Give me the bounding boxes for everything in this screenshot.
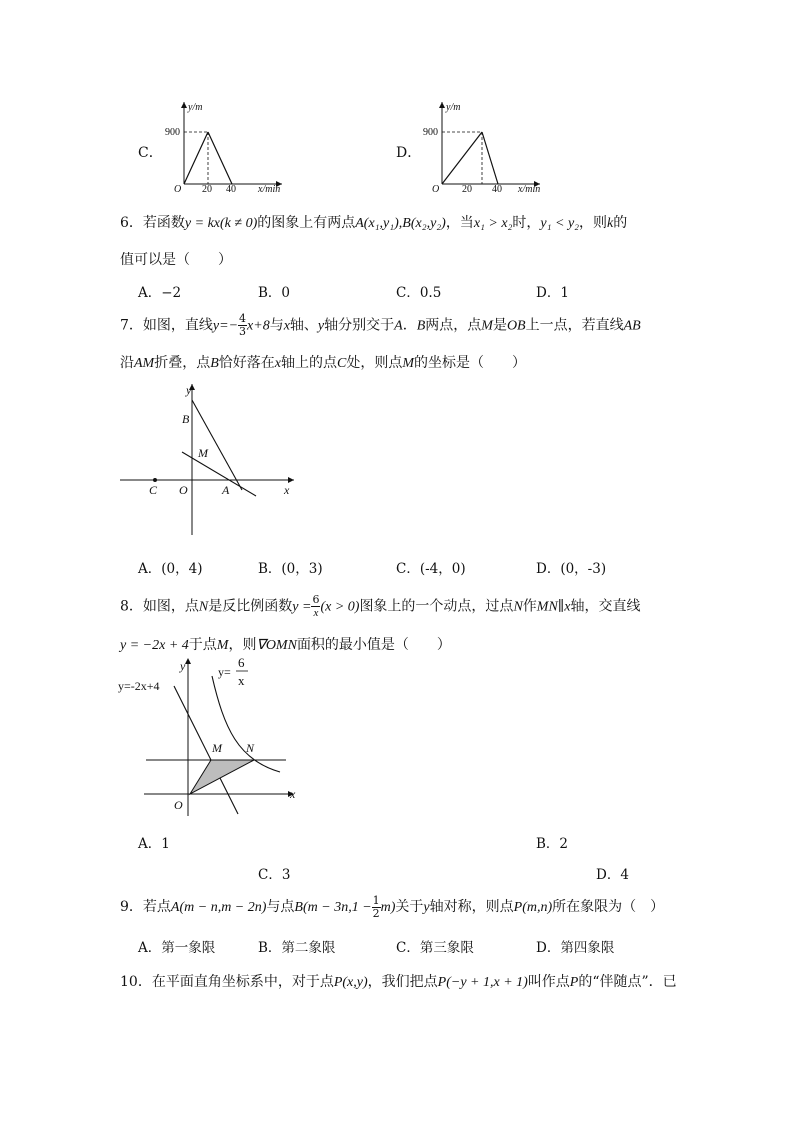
q9-option-b[interactable]: B．第二象限 [258,940,336,956]
q8-number: 8． [120,598,143,615]
q8-option-d[interactable]: D．4 [596,867,629,883]
q8-fig-curve-denominator: x [238,673,245,688]
q7-fig-O: O [179,483,188,497]
q9-fraction: $\frac{1}{2}$ [372,893,380,920]
q8-fig-curve-label: y= [218,665,231,679]
q7-fig-x: x [284,483,290,497]
q7-fig-A: A [222,483,230,497]
q6-condition: y₁ < y₂ [540,216,580,231]
q5c-x-tick-40: 40 [226,184,236,195]
q6-text: 的 [613,215,628,231]
q5d-origin: O [432,184,440,195]
q6-option-a[interactable]: A．−2 [138,285,182,301]
q5c-origin: O [174,184,182,195]
q9-line1: 9．若点A(m − n,m − 2n)与点B(m − 3n,1 − $\frac{1}{2}$ m)关于y轴对称，则点P(m,n)所在象限为（ ） [120,893,665,920]
q6-points: A(x₁,y₁),B(x₂,y₂) [355,216,446,231]
q6-text: ，当 [445,215,474,231]
q6-text: 若函数 [142,215,185,231]
q7-option-b[interactable]: B．(0，3) [258,561,323,577]
q6-line1 [120,212,627,232]
q5-option-d-label: D． [396,145,422,161]
q8-fig-N: N [246,741,255,755]
q5d-y-axis-label: y/m [446,102,461,113]
q6-option-b[interactable]: B．0 [258,285,291,301]
q5c-x-tick-20: 20 [202,184,212,195]
q8-fig-x: x [290,787,296,801]
q5-option-d-graph [418,98,548,194]
q8-fig-y: y [180,659,186,673]
q7-text: 如图，直线 [142,317,213,334]
q8-fraction: $\frac{6}{x}$ [312,593,320,619]
q9-option-a[interactable]: A．第一象限 [138,940,216,956]
q8-option-b[interactable]: B．2 [536,836,569,852]
q10-number: 10． [120,974,152,990]
q6-text: ，则 [579,215,608,231]
q7-line2: 沿AM折叠，点B恰好落在x轴上的点C处，则点M的坐标是（ ） [120,355,527,371]
q8-fig-curve-numerator: 6 [238,655,245,670]
q5c-y-tick: 900 [165,127,180,138]
q7-fig-B: B [182,412,190,426]
q5c-y-axis-label: y/m [188,102,203,113]
q7-equation: x+8 [247,318,270,334]
q7-equation: y=− [212,318,239,334]
q7-line1: 7．如图，直线y=− $\frac{4}{3}$ x+8与x轴、y轴分别交于A．B两点，点M是OB上一点，若直线AB [120,312,641,338]
q6-line2: 值可以是（ ） [120,252,232,268]
q8-figure [114,654,304,820]
q7-text: 与 [269,317,284,334]
q6-option-c[interactable]: C．0.5 [396,285,442,301]
q7-fig-C: C [149,483,158,497]
q8-line1: 8．如图，点N是反比例函数y = $\frac{6}{x}$ (x > 0)图象上的一个动点，过点N作MN∥x轴，交直线 [120,593,641,619]
q6-text: 的图象上有两点 [257,215,356,231]
q10-line1: 10．在平面直角坐标系中，对于点P(x,y)，我们把点P(−y + 1,x + 1)叫作点P的“伴随点”．已 [120,974,677,990]
q7-option-a[interactable]: A．(0，4) [138,561,203,577]
q7-number: 7． [120,317,143,334]
q5-option-c-label: C． [138,145,163,161]
q5d-y-tick: 900 [423,127,438,138]
q8-option-c[interactable]: C．3 [258,867,291,883]
q6-condition: x₁ > x₂ [473,216,513,231]
q9-number: 9． [120,899,143,915]
q8-fig-line-label: y=-2x+4 [118,679,160,693]
q9-option-d[interactable]: D．第四象限 [536,940,615,956]
q5d-x-axis-label: x/min [518,184,541,195]
q8-fig-O: O [174,798,183,812]
q7-fig-M: M [198,446,208,460]
q8-fig-M: M [212,741,222,755]
q7-figure [116,380,301,540]
q7-option-c[interactable]: C．(-4，0) [396,561,466,577]
q6-text: 时， [512,215,541,231]
q9-option-c[interactable]: C．第三象限 [396,940,474,956]
q5d-x-tick-20: 20 [462,184,472,195]
q8-option-a[interactable]: A．1 [138,836,170,852]
q6-function: y = kx(k ≠ 0) [184,216,258,231]
q5c-x-axis-label: x/min [258,184,281,195]
q8-line2: y = −2x + 4于点M，则∇OMN面积的最小值是（ ） [120,637,451,653]
q7-option-d[interactable]: D．(0，-3) [536,561,607,577]
q5d-x-tick-40: 40 [492,184,502,195]
q5-option-c-graph [160,98,290,194]
q6-option-d[interactable]: D．1 [536,285,569,301]
q7-fig-y: y [186,383,192,397]
q7-fraction: $\frac{4}{3}$ [239,312,247,338]
q6-k: k [607,216,614,231]
q6-number: 6． [120,215,143,231]
